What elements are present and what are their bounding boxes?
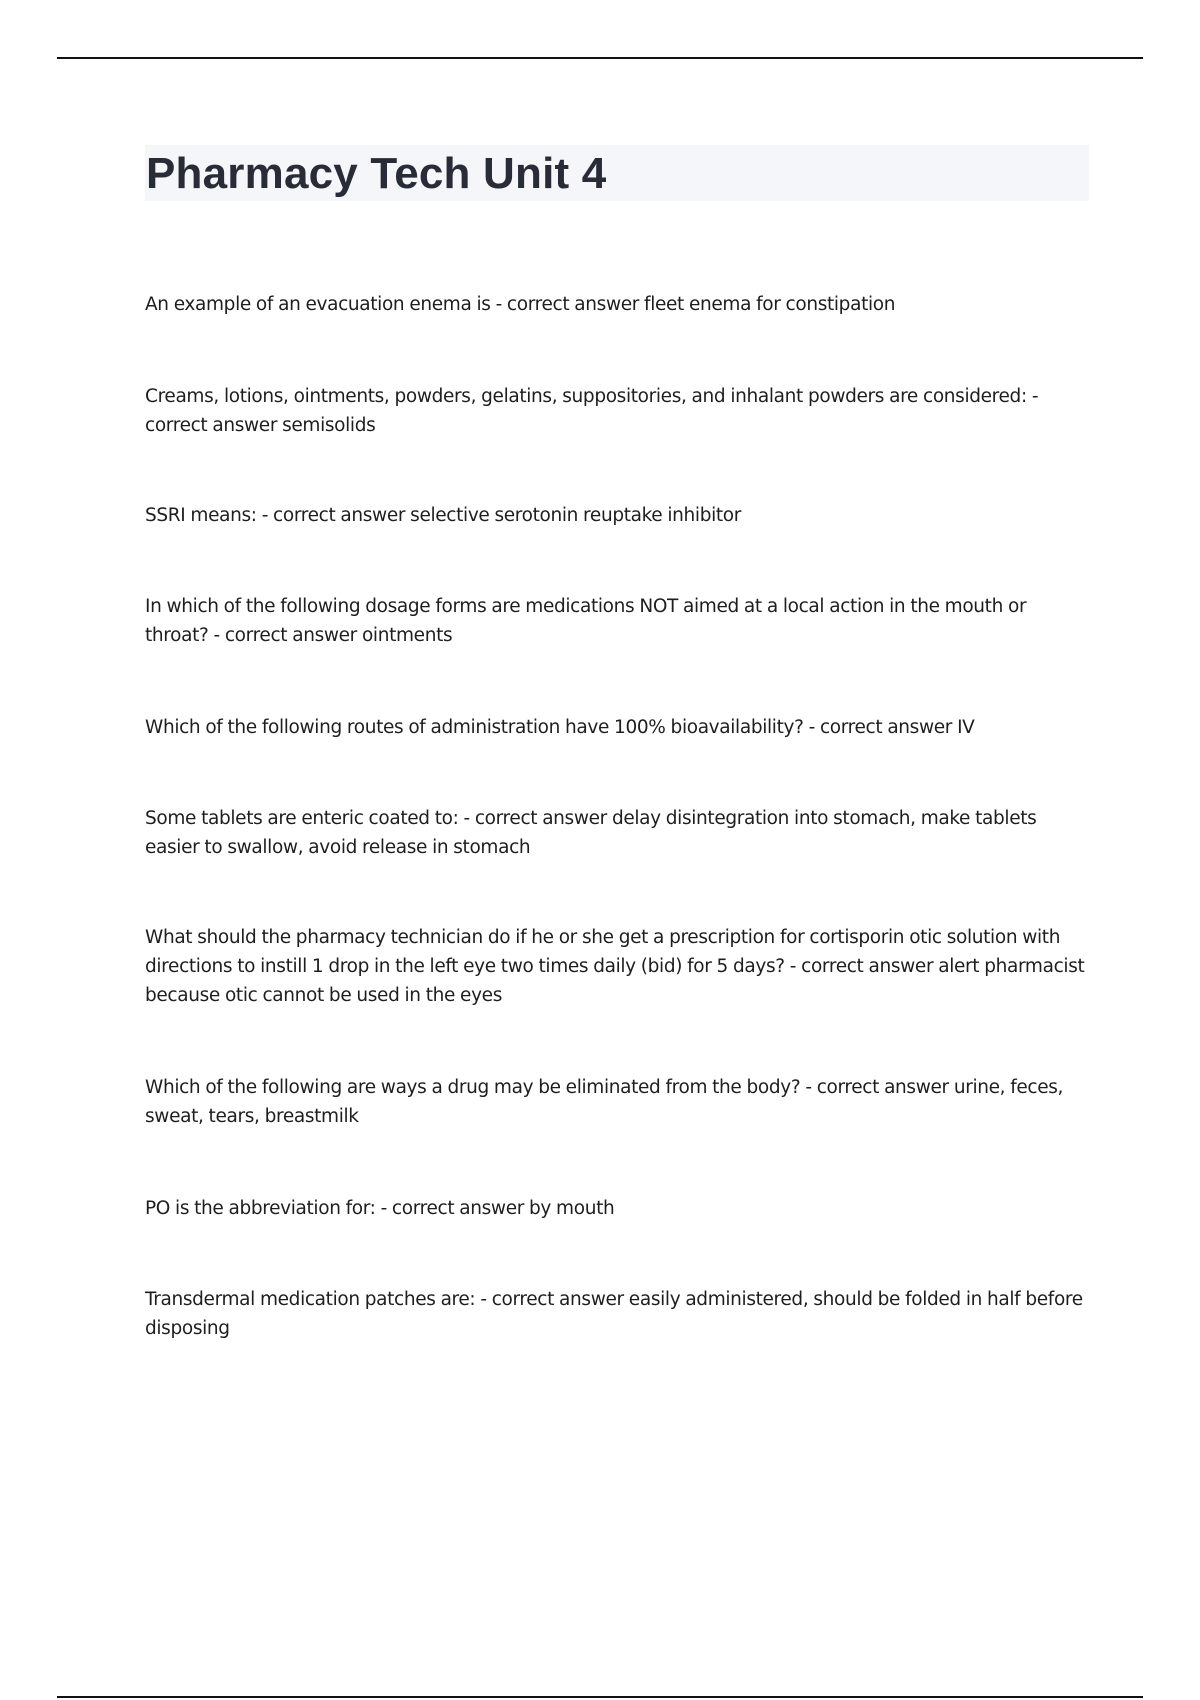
- qa-item-10: Transdermal medication patches are: - correct answer easily administered, should be folded in half before disposing: [145, 1289, 1083, 1339]
- qa-item-4: In which of the following dosage forms are medications NOT aimed at a local action in the mouth or throat? - correct answer ointments: [145, 596, 1027, 646]
- qa-item-9: PO is the abbreviation for: - correct answer by mouth: [145, 1198, 615, 1219]
- qa-item-1: An example of an evacuation enema is - correct answer fleet enema for constipation: [145, 294, 896, 315]
- qa-item-5: Which of the following routes of administration have 100% bioavailability? - correct answer IV: [145, 717, 975, 738]
- page-title: Pharmacy Tech Unit 4: [146, 149, 607, 198]
- qa-item-2: Creams, lotions, ointments, powders, gelatins, suppositories, and inhalant powders are considered: - correct answer semisolids: [145, 386, 1039, 436]
- qa-item-3: SSRI means: - correct answer selective serotonin reuptake inhibitor: [145, 505, 742, 526]
- bottom-divider: [57, 1696, 1143, 1698]
- top-divider: [57, 57, 1143, 59]
- qa-item-6: Some tablets are enteric coated to: - correct answer delay disintegration into stomach, make tablets easier to swallow, avoid release in stomach: [145, 808, 1037, 858]
- qa-item-8: Which of the following are ways a drug may be eliminated from the body? - correct answer urine, feces, sweat, tears, breastmilk: [145, 1077, 1064, 1127]
- qa-item-7: What should the pharmacy technician do if he or she get a prescription for cortisporin otic solution with directions to instill 1 drop in the left eye two times daily (bid) for 5 days? - correct answer alert pharmacist because otic cannot be used in the eyes: [145, 927, 1085, 1006]
